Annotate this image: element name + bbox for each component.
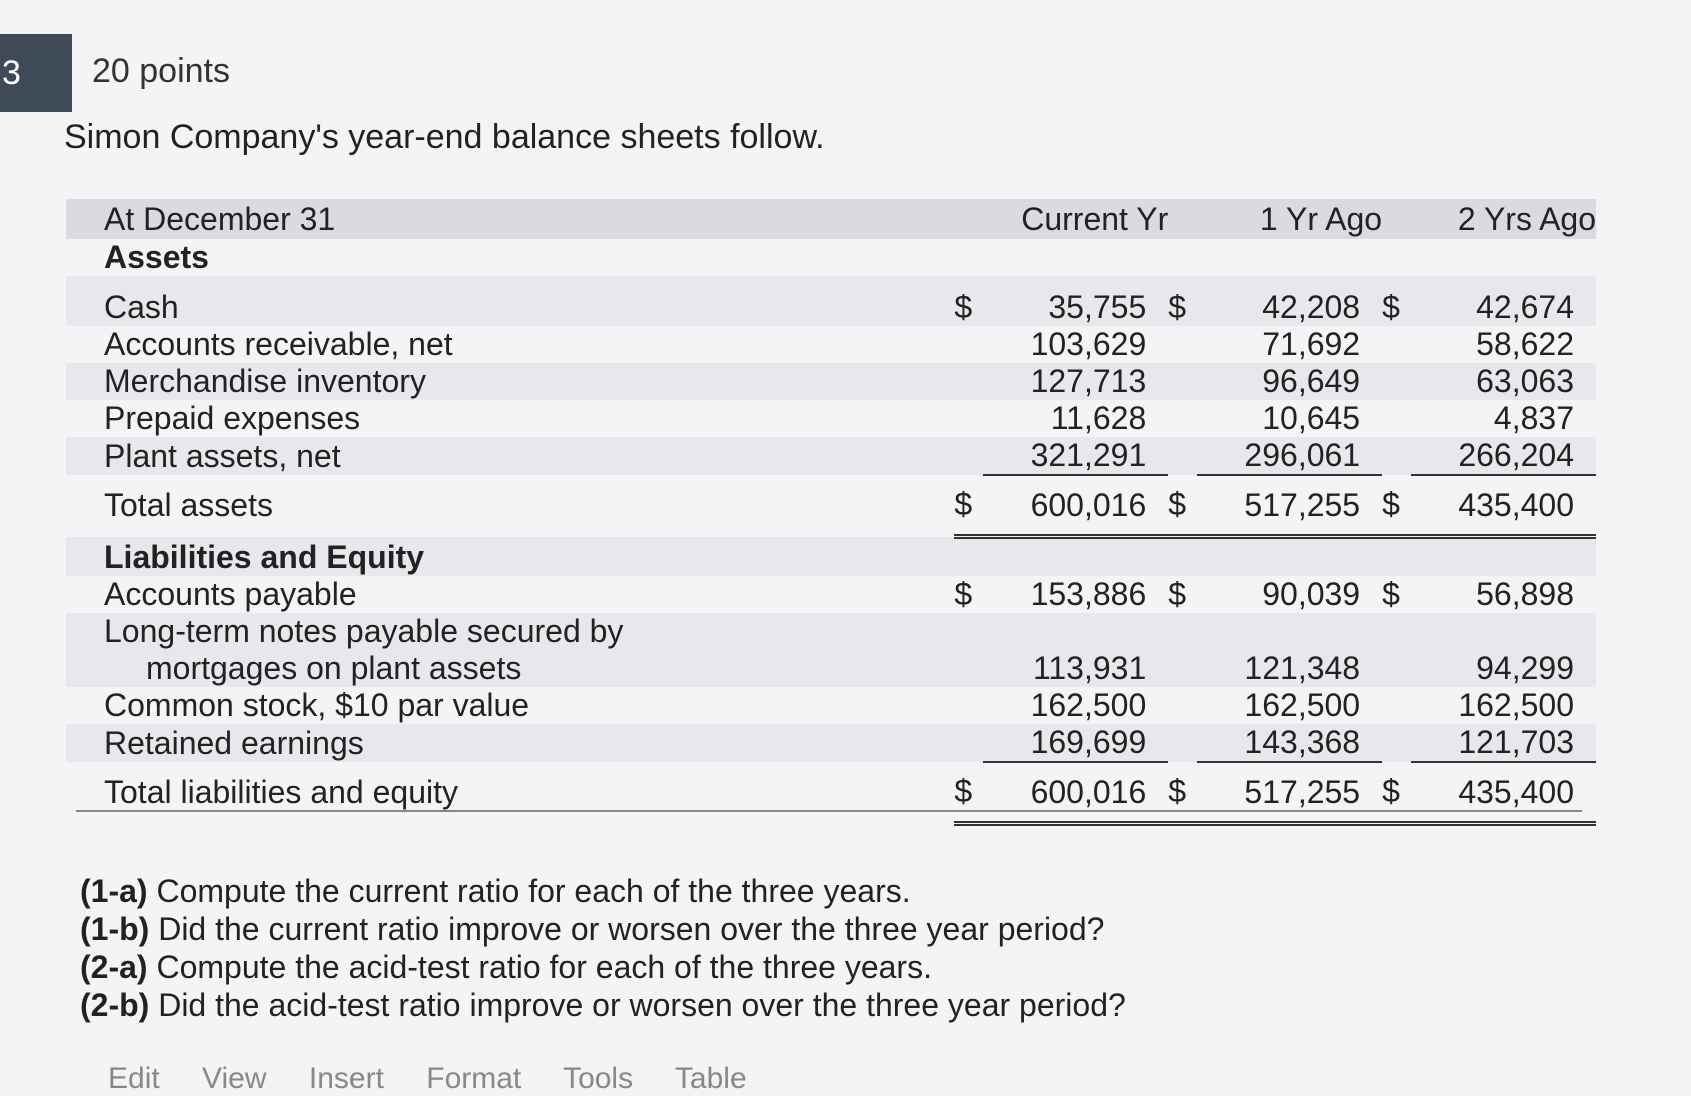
question-tag: (2-b) [80, 987, 150, 1023]
question-item [80, 910, 1126, 948]
cell-value: 10,645 [1262, 400, 1361, 436]
dollar-sign: $ [954, 576, 973, 612]
question-points: 20 points [92, 52, 230, 90]
cell-value: 42,208 [1197, 276, 1382, 326]
cell-value: 435,400 [1411, 475, 1596, 537]
cell-value: 113,931 [983, 650, 1168, 687]
row-label: Accounts receivable, net [104, 326, 453, 362]
cell-value: 321,291 [983, 437, 1168, 475]
menu-view[interactable]: View [202, 1062, 267, 1095]
cell-value: 169,699 [983, 724, 1168, 762]
menu-insert[interactable]: Insert [308, 1062, 384, 1095]
question-text: Did the acid-test ratio improve or worsen over the three year period? [149, 987, 1126, 1023]
dollar-sign: $ [1382, 576, 1400, 612]
table-bottom-rule [76, 810, 1582, 812]
cell-value: 296,061 [1197, 437, 1382, 475]
row-label: Total liabilities and equity [104, 774, 458, 811]
row-label: Prepaid expenses [104, 400, 361, 436]
row-label: Merchandise inventory [66, 363, 954, 400]
cell-value: 90,039 [1262, 576, 1361, 612]
header-current-yr: Current Yr [983, 199, 1168, 239]
cell-value: 162,500 [1030, 687, 1147, 723]
table-row [66, 576, 1596, 613]
table-row [66, 363, 1596, 400]
table-row [66, 687, 1596, 724]
dollar-sign: $ [1168, 576, 1187, 612]
question-text: Compute the current ratio for each of the three years. [147, 873, 911, 909]
cell-value: 153,886 [1030, 576, 1147, 612]
table-row [66, 437, 1596, 475]
dollar-sign: $ [1382, 762, 1411, 824]
table-header-row [66, 199, 1596, 239]
question-item [80, 986, 1126, 1024]
table-row [66, 613, 1596, 650]
dollar-sign: $ [1168, 276, 1197, 326]
table-row [66, 650, 1596, 687]
question-text: Compute the acid-test ratio for each of the three years. [147, 949, 932, 985]
table-row [66, 762, 1596, 824]
cell-value: 63,063 [1411, 363, 1596, 400]
balance-sheet-table [66, 199, 1596, 826]
row-label: Plant assets, net [66, 437, 954, 475]
cell-value: 517,255 [1197, 762, 1382, 824]
question-intro: Simon Company's year-end balance sheets follow. [64, 118, 825, 156]
row-label: Accounts payable [104, 576, 357, 612]
cell-value: 517,255 [1197, 475, 1382, 537]
question-item [80, 948, 1126, 986]
question-tag: (1-b) [80, 911, 150, 947]
header-1-yr-ago: 1 Yr Ago [1197, 199, 1382, 239]
dollar-sign: $ [1382, 475, 1411, 537]
cell-value: 600,016 [983, 762, 1168, 824]
table-row [66, 537, 1596, 577]
table-row [66, 239, 1596, 276]
cell-value: 435,400 [1411, 762, 1596, 824]
cell-value: 42,674 [1411, 276, 1596, 326]
table-row [66, 400, 1596, 437]
dollar-sign: $ [1382, 276, 1411, 326]
cell-value: 162,500 [1244, 687, 1361, 723]
editor-menubar [108, 1062, 781, 1096]
table-row [66, 326, 1596, 363]
table-row [66, 724, 1596, 762]
liabilities-equity-heading: Liabilities and Equity [66, 537, 954, 577]
row-label: mortgages on plant assets [66, 650, 954, 687]
question-item [80, 872, 1126, 910]
row-label: Common stock, $10 par value [104, 687, 530, 723]
row-label: Retained earnings [66, 724, 954, 762]
cell-value: 35,755 [983, 276, 1168, 326]
cell-value: 121,703 [1411, 724, 1596, 762]
menu-table[interactable]: Table [674, 1062, 747, 1095]
row-label: Cash [66, 276, 954, 326]
cell-value: 600,016 [983, 475, 1168, 537]
question-list [80, 872, 1126, 1024]
dollar-sign: $ [1168, 475, 1197, 537]
cell-value: 266,204 [1411, 437, 1596, 475]
dollar-sign: $ [954, 762, 983, 824]
cell-value: 56,898 [1476, 576, 1574, 612]
question-text: Did the current ratio improve or worsen over the three year period? [149, 911, 1105, 947]
menu-tools[interactable]: Tools [563, 1062, 634, 1095]
cell-value: 127,713 [983, 363, 1168, 400]
cell-value: 4,837 [1493, 400, 1574, 436]
row-label: Long-term notes payable secured by [66, 613, 954, 650]
cell-value: 103,629 [1030, 326, 1147, 362]
table-row [66, 276, 1596, 326]
header-2-yrs-ago: 2 Yrs Ago [1411, 199, 1596, 239]
cell-value: 143,368 [1197, 724, 1382, 762]
dollar-sign: $ [954, 475, 983, 537]
question-number: 3 [0, 34, 72, 112]
dollar-sign: $ [1168, 762, 1197, 824]
row-label: Total assets [104, 487, 273, 524]
cell-value: 121,348 [1197, 650, 1382, 687]
cell-value: 71,692 [1262, 326, 1361, 362]
dollar-sign: $ [954, 276, 983, 326]
cell-value: 11,628 [1050, 400, 1147, 436]
cell-value: 94,299 [1411, 650, 1596, 687]
question-tag: (1-a) [80, 873, 148, 909]
menu-format[interactable]: Format [426, 1062, 522, 1095]
header-label: At December 31 [66, 199, 954, 239]
question-tag: (2-a) [80, 949, 148, 985]
menu-edit[interactable]: Edit [108, 1062, 160, 1095]
cell-value: 162,500 [1458, 687, 1574, 723]
cell-value: 58,622 [1476, 326, 1574, 362]
cell-value: 96,649 [1197, 363, 1382, 400]
table-row [66, 475, 1596, 537]
assets-heading: Assets [104, 239, 209, 275]
